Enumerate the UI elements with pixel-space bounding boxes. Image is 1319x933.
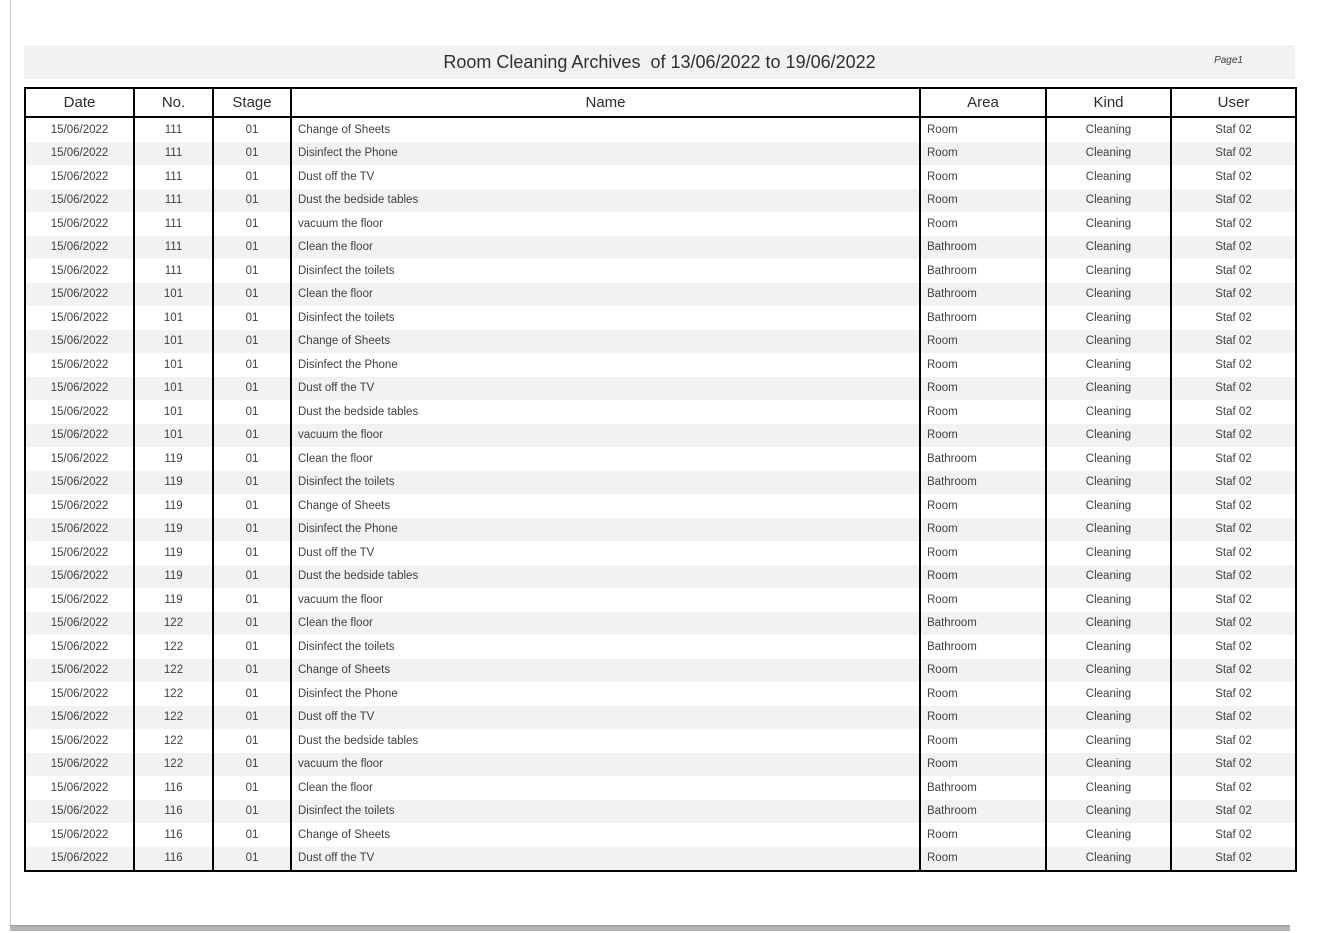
cell-stage: 01: [213, 353, 291, 377]
cell-date: 15/06/2022: [50, 217, 109, 230]
cell-date: 15/06/2022: [50, 358, 109, 371]
table-row: [25, 189, 1296, 213]
cell-stage: 01: [213, 659, 291, 683]
cell-area: Room: [920, 659, 1046, 683]
horizontal-scrollbar[interactable]: [10, 925, 1290, 931]
cell-area: Room: [920, 212, 1046, 236]
cell-area: Bathroom: [920, 471, 1046, 495]
cell-name: Disinfect the toilets: [291, 471, 920, 495]
cell-name: Disinfect the Phone: [291, 353, 920, 377]
cell-kind: Cleaning: [1046, 117, 1171, 142]
cell-stage: 01: [213, 541, 291, 565]
cell-area: Room: [920, 753, 1046, 777]
cell-name: Disinfect the Phone: [291, 142, 920, 166]
cell-no: 111: [134, 259, 213, 283]
cell-name: Dust off the TV: [291, 377, 920, 401]
cell-date: 15/06/2022: [50, 476, 109, 489]
cell-kind: Cleaning: [1046, 565, 1171, 589]
cell-stage: 01: [213, 283, 291, 307]
cell-name: vacuum the floor: [291, 753, 920, 777]
table-row: [25, 471, 1296, 495]
cell-stage: 01: [213, 471, 291, 495]
cell-area: Room: [920, 142, 1046, 166]
cell-date: 15/06/2022: [50, 123, 109, 136]
cell-kind: Cleaning: [1046, 353, 1171, 377]
cell-stage: 01: [213, 823, 291, 847]
table-row: [25, 541, 1296, 565]
cell-date: 15/06/2022: [50, 640, 109, 653]
cell-name: Change of Sheets: [291, 823, 920, 847]
cell-area: Room: [920, 330, 1046, 354]
cell-date: 15/06/2022: [50, 805, 109, 818]
cell-no: 119: [134, 588, 213, 612]
page-number-label: Page1: [1214, 55, 1243, 66]
cell-user: Staf 02: [1171, 588, 1296, 612]
cell-user: Staf 02: [1171, 776, 1296, 800]
table-row: [25, 635, 1296, 659]
cell-no: 119: [134, 565, 213, 589]
cell-date: 15/06/2022: [50, 546, 109, 559]
cell-date: 15/06/2022: [50, 405, 109, 418]
cell-name: Change of Sheets: [291, 117, 920, 142]
cell-user: Staf 02: [1171, 117, 1296, 142]
cell-area: Room: [920, 565, 1046, 589]
cell-name: Dust the bedside tables: [291, 400, 920, 424]
cell-user: Staf 02: [1171, 635, 1296, 659]
cell-date: 15/06/2022: [50, 593, 109, 606]
cell-no: 119: [134, 494, 213, 518]
cell-name: Clean the floor: [291, 447, 920, 471]
cell-area: Bathroom: [920, 306, 1046, 330]
cell-date: 15/06/2022: [50, 194, 109, 207]
cell-area: Bathroom: [920, 612, 1046, 636]
cell-date: 15/06/2022: [50, 382, 109, 395]
cell-area: Room: [920, 682, 1046, 706]
table-row: [25, 847, 1296, 872]
cell-no: 101: [134, 330, 213, 354]
cell-area: Room: [920, 189, 1046, 213]
cell-user: Staf 02: [1171, 283, 1296, 307]
cell-stage: 01: [213, 494, 291, 518]
cell-date: 15/06/2022: [50, 311, 109, 324]
report-title-band: [24, 45, 1295, 79]
cell-kind: Cleaning: [1046, 659, 1171, 683]
cell-no: 116: [134, 800, 213, 824]
cell-user: Staf 02: [1171, 447, 1296, 471]
cell-area: Room: [920, 377, 1046, 401]
cell-no: 111: [134, 117, 213, 142]
cell-user: Staf 02: [1171, 330, 1296, 354]
cell-stage: 01: [213, 142, 291, 166]
cell-user: Staf 02: [1171, 847, 1296, 872]
table-row: [25, 776, 1296, 800]
cell-name: Dust off the TV: [291, 706, 920, 730]
report-page: [24, 45, 1295, 872]
cell-area: Room: [920, 353, 1046, 377]
cell-area: Bathroom: [920, 259, 1046, 283]
cell-stage: 01: [213, 259, 291, 283]
cell-area: Room: [920, 823, 1046, 847]
cell-stage: 01: [213, 189, 291, 213]
cell-name: Disinfect the toilets: [291, 259, 920, 283]
cell-no: 122: [134, 612, 213, 636]
cell-kind: Cleaning: [1046, 330, 1171, 354]
cell-stage: 01: [213, 800, 291, 824]
cell-no: 111: [134, 189, 213, 213]
cell-user: Staf 02: [1171, 823, 1296, 847]
cell-name: Change of Sheets: [291, 494, 920, 518]
cell-name: Dust off the TV: [291, 541, 920, 565]
table-row: [25, 447, 1296, 471]
cell-user: Staf 02: [1171, 400, 1296, 424]
cell-no: 101: [134, 377, 213, 401]
table-row: [25, 565, 1296, 589]
table-row: [25, 518, 1296, 542]
column-header-user: User: [1171, 88, 1296, 117]
cell-kind: Cleaning: [1046, 283, 1171, 307]
cell-no: 122: [134, 706, 213, 730]
cell-date: 15/06/2022: [50, 758, 109, 771]
cell-no: 119: [134, 471, 213, 495]
cell-user: Staf 02: [1171, 471, 1296, 495]
cell-stage: 01: [213, 847, 291, 872]
cell-date: 15/06/2022: [50, 687, 109, 700]
table-row: [25, 400, 1296, 424]
cell-stage: 01: [213, 377, 291, 401]
cell-area: Room: [920, 424, 1046, 448]
cell-date: 15/06/2022: [50, 429, 109, 442]
column-header-area: Area: [920, 88, 1046, 117]
cell-stage: 01: [213, 117, 291, 142]
cell-area: Room: [920, 541, 1046, 565]
cell-user: Staf 02: [1171, 682, 1296, 706]
cell-user: Staf 02: [1171, 165, 1296, 189]
cell-area: Bathroom: [920, 283, 1046, 307]
cell-no: 111: [134, 142, 213, 166]
cell-no: 122: [134, 729, 213, 753]
table-header: [25, 88, 1296, 117]
cell-user: Staf 02: [1171, 541, 1296, 565]
cell-no: 119: [134, 541, 213, 565]
cell-no: 101: [134, 353, 213, 377]
cell-date: 15/06/2022: [50, 711, 109, 724]
cell-kind: Cleaning: [1046, 189, 1171, 213]
cell-user: Staf 02: [1171, 236, 1296, 260]
cell-name: Dust the bedside tables: [291, 189, 920, 213]
cell-kind: Cleaning: [1046, 494, 1171, 518]
cell-no: 111: [134, 212, 213, 236]
cell-name: Disinfect the toilets: [291, 635, 920, 659]
table-row: [25, 729, 1296, 753]
cell-stage: 01: [213, 612, 291, 636]
table-row: [25, 588, 1296, 612]
table-row: [25, 236, 1296, 260]
cell-kind: Cleaning: [1046, 776, 1171, 800]
table-row: [25, 659, 1296, 683]
table-row: [25, 377, 1296, 401]
cell-user: Staf 02: [1171, 729, 1296, 753]
cell-stage: 01: [213, 212, 291, 236]
cell-name: Dust the bedside tables: [291, 565, 920, 589]
cell-no: 101: [134, 400, 213, 424]
cell-area: Room: [920, 847, 1046, 872]
cell-user: Staf 02: [1171, 612, 1296, 636]
table-row: [25, 823, 1296, 847]
header-row: [25, 88, 1296, 117]
table-row: [25, 494, 1296, 518]
cell-area: Room: [920, 518, 1046, 542]
cell-kind: Cleaning: [1046, 706, 1171, 730]
cell-kind: Cleaning: [1046, 306, 1171, 330]
cell-no: 101: [134, 283, 213, 307]
cell-area: Room: [920, 729, 1046, 753]
cell-stage: 01: [213, 565, 291, 589]
cell-user: Staf 02: [1171, 565, 1296, 589]
table-row: [25, 259, 1296, 283]
cell-date: 15/06/2022: [50, 523, 109, 536]
table-row: [25, 117, 1296, 142]
cell-stage: 01: [213, 682, 291, 706]
cell-stage: 01: [213, 635, 291, 659]
cell-area: Bathroom: [920, 635, 1046, 659]
cell-user: Staf 02: [1171, 706, 1296, 730]
cell-kind: Cleaning: [1046, 588, 1171, 612]
cell-stage: 01: [213, 753, 291, 777]
table-row: [25, 800, 1296, 824]
table-row: [25, 706, 1296, 730]
cell-kind: Cleaning: [1046, 635, 1171, 659]
cell-user: Staf 02: [1171, 189, 1296, 213]
cell-date: 15/06/2022: [50, 264, 109, 277]
cell-name: Clean the floor: [291, 776, 920, 800]
cell-date: 15/06/2022: [50, 170, 109, 183]
cell-no: 116: [134, 776, 213, 800]
cell-kind: Cleaning: [1046, 400, 1171, 424]
cell-user: Staf 02: [1171, 518, 1296, 542]
column-header-stage: Stage: [213, 88, 291, 117]
cell-no: 111: [134, 165, 213, 189]
cell-name: Clean the floor: [291, 283, 920, 307]
cell-area: Room: [920, 494, 1046, 518]
table-row: [25, 330, 1296, 354]
cleaning-archive-table: [24, 87, 1297, 872]
report-title: Room Cleaning Archives of 13/06/2022 to 19/06/2022: [443, 52, 876, 72]
cell-kind: Cleaning: [1046, 447, 1171, 471]
cell-area: Room: [920, 588, 1046, 612]
column-header-name: Name: [291, 88, 920, 117]
cell-stage: 01: [213, 330, 291, 354]
cell-name: Change of Sheets: [291, 330, 920, 354]
cell-stage: 01: [213, 236, 291, 260]
cell-no: 122: [134, 753, 213, 777]
cell-no: 122: [134, 659, 213, 683]
cell-kind: Cleaning: [1046, 753, 1171, 777]
cell-name: Disinfect the toilets: [291, 800, 920, 824]
cell-date: 15/06/2022: [50, 288, 109, 301]
cell-name: vacuum the floor: [291, 424, 920, 448]
cell-stage: 01: [213, 400, 291, 424]
cell-no: 119: [134, 447, 213, 471]
cell-name: Dust off the TV: [291, 847, 920, 872]
table-row: [25, 283, 1296, 307]
cell-area: Bathroom: [920, 447, 1046, 471]
cell-name: Dust the bedside tables: [291, 729, 920, 753]
cell-date: 15/06/2022: [50, 828, 109, 841]
cell-area: Bathroom: [920, 776, 1046, 800]
cell-date: 15/06/2022: [50, 452, 109, 465]
cell-kind: Cleaning: [1046, 165, 1171, 189]
cell-name: vacuum the floor: [291, 588, 920, 612]
cell-stage: 01: [213, 518, 291, 542]
cell-kind: Cleaning: [1046, 236, 1171, 260]
cell-kind: Cleaning: [1046, 518, 1171, 542]
table-row: [25, 424, 1296, 448]
cell-area: Bathroom: [920, 800, 1046, 824]
cell-kind: Cleaning: [1046, 212, 1171, 236]
cell-date: 15/06/2022: [50, 734, 109, 747]
cell-kind: Cleaning: [1046, 729, 1171, 753]
cell-kind: Cleaning: [1046, 259, 1171, 283]
cell-date: 15/06/2022: [50, 852, 109, 865]
cell-area: Room: [920, 400, 1046, 424]
table-row: [25, 353, 1296, 377]
cell-kind: Cleaning: [1046, 541, 1171, 565]
cell-no: 116: [134, 847, 213, 872]
cell-user: Staf 02: [1171, 753, 1296, 777]
cell-user: Staf 02: [1171, 212, 1296, 236]
cell-name: Disinfect the toilets: [291, 306, 920, 330]
cell-no: 116: [134, 823, 213, 847]
cell-stage: 01: [213, 306, 291, 330]
cell-area: Room: [920, 117, 1046, 142]
cell-user: Staf 02: [1171, 494, 1296, 518]
cell-no: 111: [134, 236, 213, 260]
cell-no: 101: [134, 424, 213, 448]
cell-user: Staf 02: [1171, 377, 1296, 401]
cell-kind: Cleaning: [1046, 471, 1171, 495]
viewport-left-border: [10, 0, 11, 926]
cell-no: 119: [134, 518, 213, 542]
cell-stage: 01: [213, 447, 291, 471]
cell-date: 15/06/2022: [50, 570, 109, 583]
cell-date: 15/06/2022: [50, 664, 109, 677]
cell-name: Disinfect the Phone: [291, 518, 920, 542]
cell-kind: Cleaning: [1046, 800, 1171, 824]
cell-area: Room: [920, 165, 1046, 189]
cell-name: Disinfect the Phone: [291, 682, 920, 706]
cell-name: Clean the floor: [291, 236, 920, 260]
cell-kind: Cleaning: [1046, 424, 1171, 448]
cell-date: 15/06/2022: [50, 147, 109, 160]
table-row: [25, 612, 1296, 636]
cell-area: Room: [920, 706, 1046, 730]
cell-no: 101: [134, 306, 213, 330]
cell-user: Staf 02: [1171, 424, 1296, 448]
cell-kind: Cleaning: [1046, 847, 1171, 872]
cell-kind: Cleaning: [1046, 377, 1171, 401]
cell-date: 15/06/2022: [50, 781, 109, 794]
cell-user: Staf 02: [1171, 353, 1296, 377]
cell-no: 122: [134, 635, 213, 659]
table-row: [25, 682, 1296, 706]
cell-date: 15/06/2022: [50, 241, 109, 254]
cell-date: 15/06/2022: [50, 617, 109, 630]
cell-stage: 01: [213, 588, 291, 612]
cell-date: 15/06/2022: [50, 499, 109, 512]
cell-no: 122: [134, 682, 213, 706]
table-row: [25, 306, 1296, 330]
column-header-kind: Kind: [1046, 88, 1171, 117]
cell-kind: Cleaning: [1046, 823, 1171, 847]
cell-user: Staf 02: [1171, 306, 1296, 330]
cell-user: Staf 02: [1171, 659, 1296, 683]
cell-user: Staf 02: [1171, 259, 1296, 283]
table-row: [25, 212, 1296, 236]
cell-stage: 01: [213, 165, 291, 189]
cell-stage: 01: [213, 729, 291, 753]
column-header-date: Date: [25, 88, 134, 117]
table-row: [25, 165, 1296, 189]
cell-name: Dust off the TV: [291, 165, 920, 189]
column-header-no: No.: [134, 88, 213, 117]
cell-kind: Cleaning: [1046, 612, 1171, 636]
cell-date: 15/06/2022: [50, 335, 109, 348]
cell-kind: Cleaning: [1046, 682, 1171, 706]
cell-kind: Cleaning: [1046, 142, 1171, 166]
cell-name: Clean the floor: [291, 612, 920, 636]
cell-name: Change of Sheets: [291, 659, 920, 683]
cell-user: Staf 02: [1171, 142, 1296, 166]
cell-user: Staf 02: [1171, 800, 1296, 824]
table-row: [25, 753, 1296, 777]
table-body: [25, 117, 1296, 871]
cell-name: vacuum the floor: [291, 212, 920, 236]
table-row: [25, 142, 1296, 166]
cell-stage: 01: [213, 776, 291, 800]
cell-area: Bathroom: [920, 236, 1046, 260]
cell-stage: 01: [213, 424, 291, 448]
cell-stage: 01: [213, 706, 291, 730]
